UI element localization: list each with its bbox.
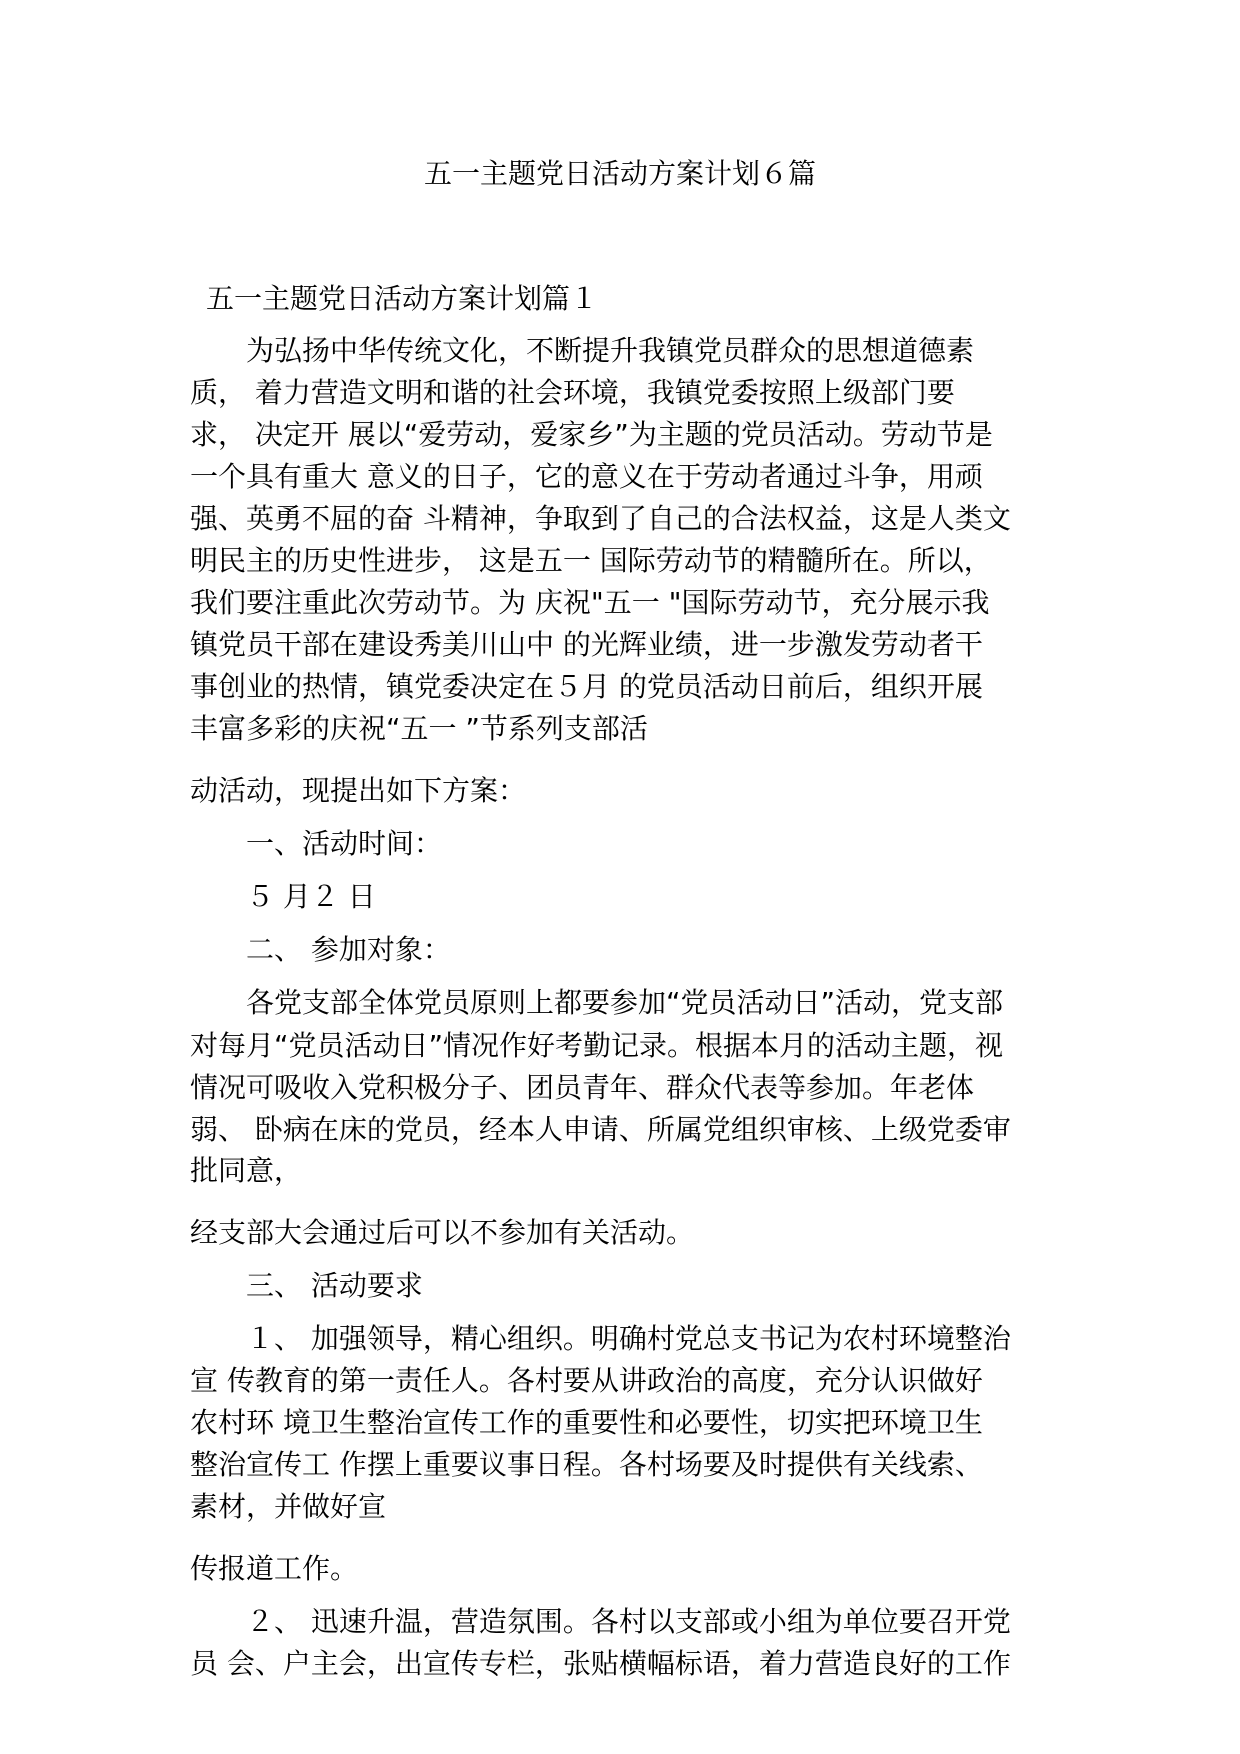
- document-title: 五一主题党日活动方案计划６篇: [423, 157, 816, 190]
- body-line: 三、 活动要求: [246, 1269, 423, 1302]
- body-line: 各党支部全体党员原则上都要参加“党员活动日”活动，党支部: [246, 986, 1004, 1019]
- body-line: 动活动，现提出如下方案：: [190, 774, 527, 807]
- body-line: 经支部大会通过后可以不参加有关活动。: [190, 1216, 695, 1249]
- body-line: 一、活动时间：: [246, 827, 443, 860]
- body-line: 事创业的热情，镇党委决定在５月 的党员活动日前后，组织开展: [190, 670, 983, 703]
- body-line: １、 加强领导，精心组织。明确村党总支书记为农村环境整治: [246, 1322, 1011, 1355]
- body-line: 整治宣传工 作摆上重要议事日程。各村场要及时提供有关线索、: [190, 1448, 983, 1481]
- body-line: ２、 迅速升温，营造氛围。各村以支部或小组为单位要召开党: [246, 1605, 1011, 1638]
- body-line: 为弘扬中华传统文化，不断提升我镇党员群众的思想道德素: [246, 334, 975, 367]
- body-line: 质， 着力营造文明和谐的社会环境，我镇党委按照上级部门要: [190, 376, 955, 409]
- body-line: 强、英勇不屈的奋 斗精神，争取到了自己的合法权益，这是人类文: [190, 502, 1011, 535]
- body-line: 农村环 境卫生整治宣传工作的重要性和必要性，切实把环境卫生: [190, 1406, 983, 1439]
- body-line: 求， 决定开 展以“爱劳动，爱家乡”为主题的党员活动。劳动节是: [190, 418, 993, 451]
- body-line: 员 会、户主会，出宣传专栏，张贴横幅标语，着力营造良好的工作: [190, 1647, 1011, 1680]
- body-line: 一个具有重大 意义的日子，它的意义在于劳动者通过斗争，用顽: [190, 460, 983, 493]
- body-line: 镇党员干部在建设秀美川山中 的光辉业绩，进一步激发劳动者干: [190, 628, 983, 661]
- body-line: 素材，并做好宣: [190, 1490, 387, 1523]
- body-line: 宣 传教育的第一责任人。各村要从讲政治的高度，充分认识做好: [190, 1364, 983, 1397]
- section-heading: 五一主题党日活动方案计划篇１: [206, 282, 599, 315]
- body-line: 明民主的历史性进步， 这是五一 国际劳动节的精髓所在。所以，: [190, 544, 992, 577]
- body-line: 对每月“党员活动日”情况作好考勤记录。根据本月的活动主题，视: [190, 1029, 1004, 1062]
- body-line: 批同意，: [190, 1154, 303, 1187]
- body-line: ５ 月２ 日: [246, 880, 376, 913]
- body-line: 弱、 卧病在床的党员，经本人申请、所属党组织审核、上级党委审: [190, 1113, 1011, 1146]
- body-line: 传报道工作。: [190, 1552, 359, 1585]
- body-line: 情况可吸收入党积极分子、团员青年、群众代表等参加。年老体: [190, 1071, 975, 1104]
- body-line: 我们要注重此次劳动节。为 庆祝"五一 "国际劳动节，充分展示我: [190, 586, 990, 619]
- body-line: 丰富多彩的庆祝“五一 ”节系列支部活: [190, 712, 648, 745]
- body-line: 二、 参加对象：: [246, 933, 451, 966]
